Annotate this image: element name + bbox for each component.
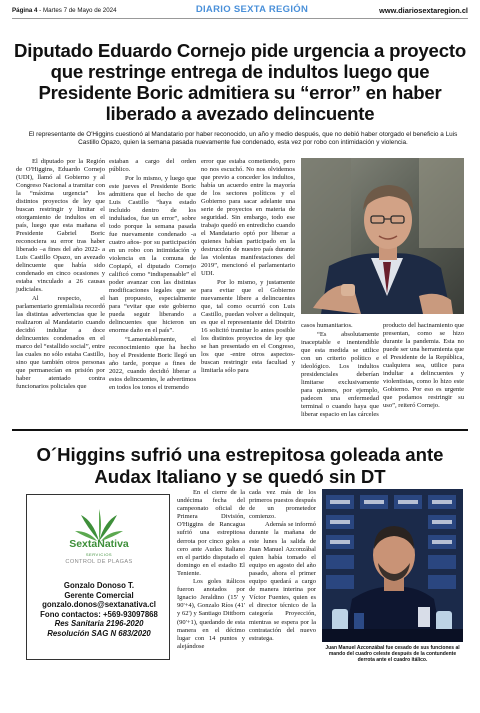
cornejo-photo: [301, 158, 464, 314]
paragraph: En el cierre de la undécima fecha del campeonato oficial de Primera División, O'Higgins de Rancagua sufrió una estrepitosa derrota por cinco goles a cero ante Audax Italiano en el partido disputado el domingo en el estadio El Teniente.: [177, 489, 245, 577]
azconzabal-photo: [322, 489, 463, 642]
article1-column-2: [109, 158, 196, 392]
ad-contact-info: [27, 581, 171, 639]
paragraph: casos humanitarios.: [301, 322, 353, 329]
cornejo-photo-illustration: [301, 158, 464, 314]
sextanativa-ad: [26, 494, 170, 660]
paragraph: cada vez más de los primeros puestos después de un prometedor comienzo.: [249, 489, 316, 521]
article2-column-2: [249, 489, 316, 643]
page-header: [12, 5, 468, 19]
ad-email[interactable]: gonzalo.donos@sextanativa.cl: [42, 600, 156, 610]
article1-column-5: [383, 322, 464, 410]
paragraph: Además se informó durante la mañana de este lunes la salida de Juan Manuel Azconzábal quien había tomado el equipo en agosto del año pasado, ahora el primer equipo quedará a cargo de manera interina por Víctor Fuentes, quien es el director técnico de la categoría Proyección, mientras se espera por la contratación del nuevo estratega.: [249, 521, 316, 642]
paragraph: error que estaba cometiendo, pero no nos escuchó. No nos olvidemos que previo a conceder los indultos, había un acuerdo entre la mayoría de los sectores políticos y el Gobierno para sacar adelante una serie de proyectos en materia de seguridad. Sin embargo, todo ese trabajo quedó en entredicho cuando el Mandatario optó por liberar a quienes habían participado en la destrucción de nuestro país durante las violentas manifestaciones del 2019”, mencionó el parlamentario UDI.: [201, 158, 295, 278]
paragraph: Por lo mismo, y luego que este jueves el Presidente Boric admitiera que el hecho de que Luis Castillo “haya estado incluido dentro de los indultados, fue un error”, sobre todo porque la semana pasada fue nuevamente condenado -a cuatro años- por su participación en un robo con intimidación y violencia en la comuna de Copiapó, el diputado Cornejo calificó como “indispensable” el poder avanzar con las distintas modificaciones legales que se han propuesto, especialmente para “evitar que este gobierno pueda seguir liberando a delincuentes que hicieron un enorme daño en el país”.: [109, 175, 196, 335]
page-number: Página 4: [12, 7, 38, 14]
issue-date: - Martes 7 de Mayo de 2024: [37, 7, 117, 14]
article1-column-4: [301, 322, 379, 419]
ad-contact-name: Gonzalo Donoso T.: [63, 581, 135, 590]
ad-tagline: CONTROL DE PLAGAS: [65, 559, 133, 565]
paragraph: “Es absolutamente inaceptable e inentendible que esta medida se utilice con un criterio político e ideológico. Los indultos presidenciales deberían limitarse exclusivamente para quienes, por ejemplo, padecen una enfermedad terminal o cuando haya que liberar espacio en las cárceles: [301, 331, 379, 419]
article2-column-1: [177, 489, 245, 651]
page-info: [12, 7, 117, 14]
ad-services: SERVICIOS: [85, 552, 113, 557]
photo-caption: Juan Manuel Azconzábal fue cesado de sus funciones al mando del cuadro celeste después de la contundente derrota ante el cuadro itálico.: [325, 645, 460, 663]
newspaper-title: DIARIO SEXTA REGIÓN: [195, 4, 309, 15]
article2-headline: O´Higgins sufrió una estrepitosa goleada ante Audax Italiano y se quedó sin DT: [36, 444, 444, 487]
ad-resolution-sag: Resolución SAG N 683/2020: [47, 628, 151, 638]
header-rule: [12, 18, 468, 19]
article1-column-1: [16, 158, 105, 391]
paragraph: “Lamentablemente, el reconocimiento que ha hecho hoy el Presidente Boric llegó un año tarde, porque a fines de 2022, cuando decidió liberar a estos delincuentes, le advertimos en todos los tonos el tremendo: [109, 336, 196, 392]
paragraph: El diputado por la Región de O'Higgins, Eduardo Cornejo (UDI), llamó al Gobierno y al Congreso Nacional a tramitar con la “máxima urgencia” los distintos proyectos de ley que buscan restringir y limitar el otorgamiento de indultos en el país, luego que esta mañana el Presidente Gabriel Boric reconociera su error tras haber liberado –a fines del año 2022- a Luis Castillo Opazo, un avezado delincuente que había sido condenado en cinco ocasiones y estaba vinculado a 26 causas judiciales.: [16, 158, 105, 294]
paragraph: Por lo mismo, y justamente para evitar que el Gobierno nuevamente libere a delincuentes que, tal como ocurrió con Luis Castillo, puedan volver a delinquir, es que el representante del Distrito 16 solicitó tramitar lo antes posible los distintos proyectos de ley que se han presentado en el Congreso, los que -entre otros aspectos- buscan restringir esta facultad y limitarla sólo para: [201, 279, 295, 375]
website-link[interactable]: www.diariosextaregion.cl: [379, 6, 468, 15]
ad-phone: Fono contactos: +569-93097868: [40, 609, 158, 619]
paragraph: Los goles itálicos fueron anotados por Ignacio Jeraldino (15' y 90'+4), Gonzalo Ríos (41' y 62') y Santiago Dittborn (90'+1), quedando de esta manera en el décimo lugar con 14 puntos y alejándose: [177, 578, 245, 650]
paragraph: producto del hacinamiento que presentan, como se hizo durante la pandemia. Esta no puede ser una herramienta que el Presidente de la República, cualquiera sea, utilice para indultar a delincuentes y violentistas, como lo hizo este Gobierno. Por eso es urgente que podamos restringir su uso”, reiteró Cornejo.: [383, 322, 464, 410]
article1-column-3: [201, 158, 295, 375]
ad-resolution-sanitaria: Res Sanitaria 2196-2020: [54, 619, 144, 629]
ad-contact-role: Gerente Comercial: [64, 590, 134, 600]
article1-headline: Diputado Eduardo Cornejo pide urgencia a proyecto que restringe entrega de indultos luego que Presidente Boric admitiera su “error” en haber liberado a avezado delincuente: [14, 40, 466, 124]
paragraph: Al respecto, el parlamentario gremialista recordó las distintas advertencias que le realizaron al Mandatario cuando decidió indultar a doce delincuentes condenados en el marco del “estallido social”, entre las cuales no sólo estaba Castillo, sino que también otros personas que permanecían en prisión por haber atentado contra funcionarios policiales que: [16, 295, 105, 391]
article1-deck: El representante de O'Higgins cuestionó al Mandatario por haber reconocido, un año y medio después, que no debió haber otorgado el beneficio a Luis Castillo Opazo, quien la semana pasada nuevamente fue condenado, esta vez por robo con intimidación y violencia.: [28, 131, 458, 147]
section-separator: [12, 429, 468, 431]
press-conference-illustration: [322, 489, 463, 642]
paragraph: estaban a cargo del orden público.: [109, 158, 196, 174]
ad-brand-name: SextaNativa: [69, 538, 129, 550]
